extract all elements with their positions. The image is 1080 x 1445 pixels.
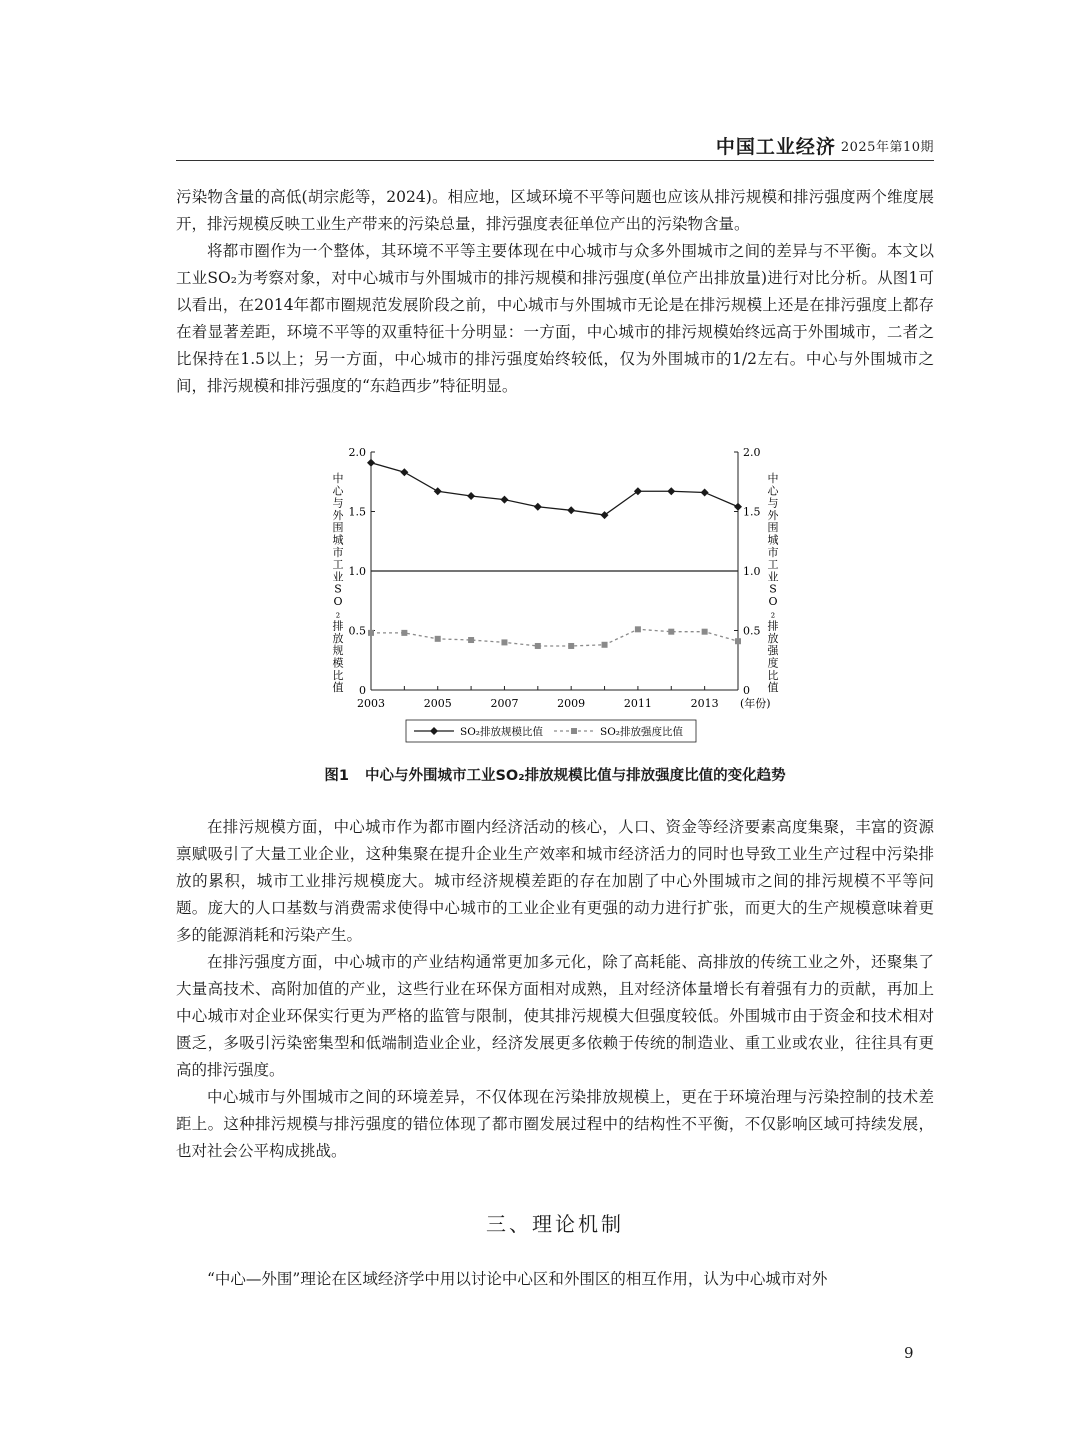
axis-label-char: ₂	[770, 607, 776, 621]
y-tick-label-right: 2.0	[743, 446, 761, 459]
x-tick-label: 2013	[690, 697, 719, 710]
axis-label-char: 值	[767, 681, 779, 695]
axis-label-char: 与	[332, 496, 344, 510]
axis-label-char: 排	[332, 619, 344, 633]
axis-label-char: 放	[332, 631, 344, 645]
y-tick-label-left: 1.0	[348, 565, 366, 578]
axis-label-char: 业	[767, 570, 779, 584]
axis-label-char: 外	[332, 508, 344, 522]
data-point	[701, 488, 709, 496]
data-point	[468, 637, 474, 643]
data-point	[435, 636, 441, 642]
axis-label-char: 城	[767, 533, 779, 547]
axis-label-char: 心	[767, 484, 779, 498]
data-point	[367, 459, 375, 467]
y-axis-label-right	[768, 471, 780, 694]
data-point	[467, 492, 475, 500]
legend-label-1: SO₂排放强度比值	[600, 726, 684, 738]
y-tick-label-right: 1.5	[743, 505, 761, 519]
body-text-middle	[176, 814, 934, 1165]
axis-label-char: 比	[767, 668, 779, 682]
x-unit-label: (年份)	[740, 697, 771, 710]
body-text-top	[176, 184, 934, 400]
data-point	[667, 487, 675, 495]
data-point	[368, 630, 374, 636]
axis-label-char: 模	[332, 656, 344, 670]
issue-label: 2025年第10期	[840, 140, 934, 155]
data-point	[702, 629, 708, 635]
axis-label-char: 与	[767, 496, 779, 510]
axis-label-char: 比	[332, 668, 344, 682]
y-axis-label-left	[333, 471, 345, 694]
figure-1-chart	[318, 438, 798, 748]
axis-label-char: 工	[767, 558, 779, 572]
axis-label-char: 心	[332, 484, 344, 498]
y-tick-label-right: 0.5	[743, 624, 761, 638]
legend-marker	[430, 727, 438, 735]
journal-title	[716, 132, 934, 159]
y-tick-label-left: 0.5	[348, 624, 366, 638]
series-line-1	[371, 629, 738, 646]
x-tick-label: 2007	[490, 697, 519, 710]
axis-label-char: 放	[767, 631, 779, 645]
axis-label-char: 中	[767, 472, 779, 485]
axis-label-char: 围	[767, 521, 779, 535]
data-point	[734, 503, 742, 511]
journal-logo: 中国工业经济	[715, 136, 836, 158]
y-tick-label-left: 2.0	[348, 446, 366, 459]
data-point	[567, 506, 575, 514]
axis-label-char: 市	[767, 545, 779, 559]
axis-label-char: S	[769, 582, 777, 596]
data-point	[668, 629, 674, 635]
axis-label-char: S	[334, 582, 342, 596]
section-heading: 三、理论机制	[486, 1212, 624, 1236]
axis-label-char: 城	[332, 533, 344, 547]
y-tick-label-left: 0	[359, 684, 366, 697]
paragraph: “中心—外围”理论在区域经济学中用以讨论中心区和外围区的相互作用，认为中心城市对外	[207, 1270, 828, 1288]
paragraph: 污染物含量的高低(胡宗彪等，2024)。相应地，区域环境不平等问题也应该从排污规模和排污强度两个维度展开，排污规模反映工业生产带来的污染总量，排污强度表征单位产出的污染物含量。	[176, 188, 934, 233]
x-tick-label: 2009	[557, 697, 586, 710]
legend-marker	[571, 728, 577, 734]
paragraph: 将都市圈作为一个整体，其环境不平等主要体现在中心城市与众多外围城市之间的差异与不平衡。本文以工业SO₂为考察对象，对中心城市与外围城市的排污规模和排污强度(单位产出排放量)进行对比分析。从图1可以看出，在2014年都市圈规范发展阶段之前，中心城市与外围城市无论是在排污规模上还是在排污强度上都存在着显著差距，环境不平等的双重特征十分明显：一方面，中心城市的排污规模始终远高于外围城市，二者之比保持在1.5以上；另一方面，中心城市的排污强度始终较低，仅为外围城市的1/2左右。中心与外围城市之间，排污规模和排污强度的“东趋西步”特征明显。	[176, 242, 934, 395]
paragraph: 在排污强度方面，中心城市的产业结构通常更加多元化，除了高耗能、高排放的传统工业之外，还聚集了大量高技术、高附加值的产业，这些行业在环保方面相对成熟，且对经济体量增长有着强有力的贡献，再加上中心城市对企业环保实行更为严格的监管与限制，使其排污规模大但强度较低。外围城市由于资金和技术相对匮乏，多吸引污染密集型和低端制造业企业，经济发展更多依赖于传统的制造业、重工业或农业，往往具有更高的排污强度。	[176, 953, 934, 1079]
axis-label-char: 围	[332, 521, 344, 535]
data-point	[568, 643, 574, 649]
axis-label-char: 规	[332, 644, 344, 658]
data-point	[601, 511, 609, 519]
y-tick-label-right: 1.0	[743, 565, 761, 578]
axis-label-char: 排	[767, 619, 779, 633]
data-point	[635, 626, 641, 632]
x-tick-label: 2003	[357, 697, 385, 710]
axis-label-char: O	[333, 595, 343, 608]
axis-label-char: 外	[767, 508, 779, 522]
page-number: 9	[904, 1344, 914, 1362]
axis-label-char: 工	[332, 558, 344, 572]
paragraph: 中心城市与外围城市之间的环境差异，不仅体现在污染排放规模上，更在于环境治理与污染控制的技术差距上。这种排污规模与排污强度的错位体现了都市圈发展过程中的结构性不平衡，不仅影响区域可持续发展，也对社会公平构成挑战。	[176, 1088, 934, 1160]
axis-label-char: 业	[332, 570, 344, 584]
data-point	[602, 642, 608, 648]
series-line-0	[371, 463, 738, 515]
axis-label-char: ₂	[335, 607, 341, 621]
axis-label-char: 中	[332, 472, 344, 485]
figure-caption	[176, 764, 934, 785]
data-point	[401, 630, 407, 636]
body-text-bottom	[176, 1266, 934, 1293]
x-tick-label: 2011	[623, 697, 652, 710]
figure-number: 图1	[324, 768, 349, 784]
x-tick-label: 2005	[423, 697, 452, 710]
data-point	[535, 643, 541, 649]
data-point	[501, 639, 507, 645]
legend-label-0: SO₂排放规模比值	[460, 726, 544, 738]
axis-label-char: 度	[767, 656, 779, 670]
axis-label-char: O	[768, 595, 778, 608]
paragraph: 在排污规模方面，中心城市作为都市圈内经济活动的核心，人口、资金等经济要素高度集聚，丰富的资源禀赋吸引了大量工业企业，这种集聚在提升企业生产效率和城市经济活力的同时也导致工业生产过程中污染排放的累积，城市工业排污规模庞大。城市经济规模差距的存在加剧了中心外围城市之间的排污规模不平等问题。庞大的人口基数与消费需求使得中心城市的工业企业有更强的动力进行扩张，而更大的生产规模意味着更多的能源消耗和污染产生。	[176, 818, 934, 944]
data-point	[500, 496, 508, 504]
data-point	[534, 503, 542, 511]
axis-label-char: 值	[332, 681, 344, 695]
figure-caption-text: 中心与外围城市工业SO₂排放规模比值与排放强度比值的变化趋势	[364, 768, 786, 784]
y-tick-label-right: 0	[743, 684, 750, 697]
axis-label-char: 市	[332, 545, 344, 559]
running-header	[176, 130, 934, 161]
y-tick-label-left: 1.5	[348, 505, 366, 519]
data-point	[400, 468, 408, 476]
data-point	[434, 487, 442, 495]
data-point	[634, 487, 642, 495]
data-point	[735, 638, 741, 644]
axis-label-char: 强	[767, 644, 779, 658]
